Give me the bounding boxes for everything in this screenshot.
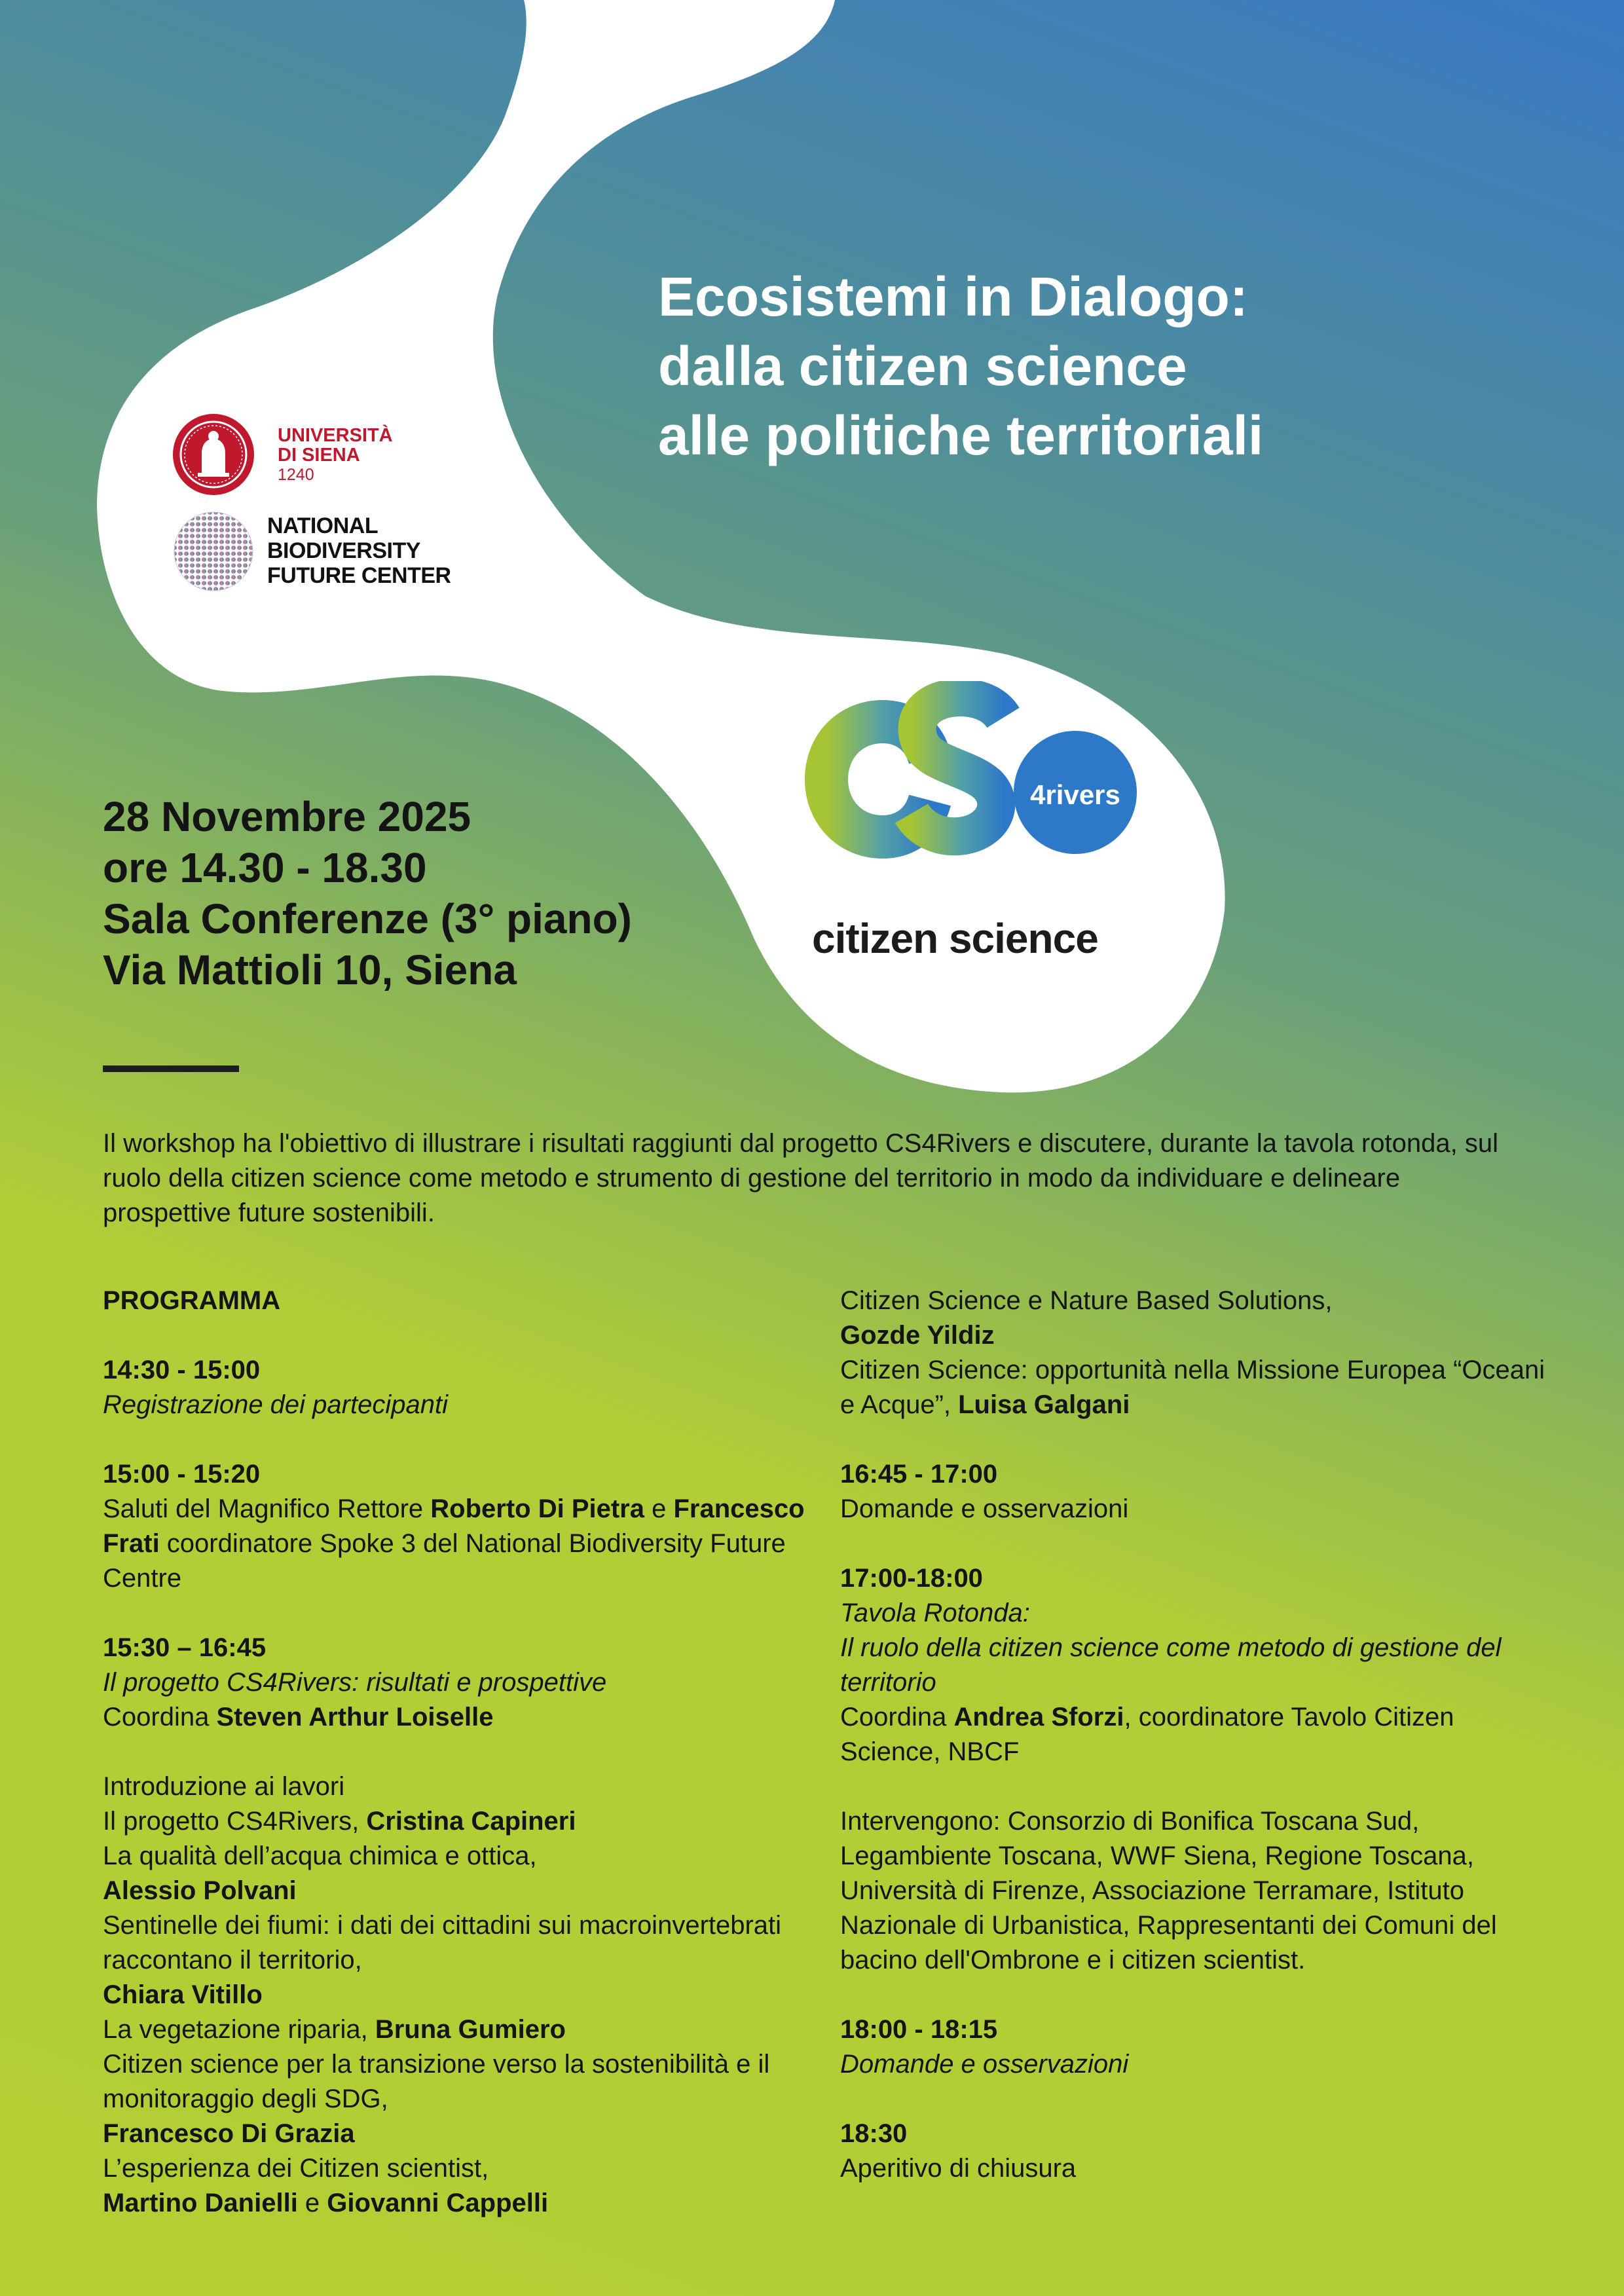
event-date: 28 Novembre 2025	[103, 793, 471, 840]
cs4rivers-badge: 4rivers	[1030, 779, 1120, 810]
speaker-name: Cristina Capineri	[366, 1807, 576, 1836]
round-table-speakers	[840, 1804, 1560, 1978]
nbfc-line-1: NATIONAL	[267, 513, 378, 538]
speaker-name: Alessio Polvani	[103, 1876, 297, 1905]
unisi-line-2: DI SIENA	[278, 445, 360, 466]
unisi-seal-icon	[172, 413, 255, 496]
poster-title	[658, 262, 1509, 470]
session-time: 18:00 - 18:15	[840, 2015, 998, 2044]
divider	[103, 1065, 239, 1072]
talk-text: e	[297, 2189, 327, 2217]
event-time: ore 14.30 - 18.30	[103, 844, 427, 891]
talk-text: Citizen Science: opportunità nella Missione Europea “Oceani e Acque”,	[840, 1356, 1545, 1419]
speaker-name: Chiara Vitillo	[103, 1980, 263, 2009]
nbfc-sphere-icon	[172, 509, 255, 593]
session-text: , coordinatore Tavolo Citizen Science, NBCF	[840, 1703, 1454, 1766]
speaker-name: Giovanni Cappelli	[327, 2189, 549, 2217]
speaker-name: Andrea Sforzi	[953, 1703, 1124, 1731]
speaker-name: Francesco Frati	[103, 1494, 805, 1558]
session-title: Il progetto CS4Rivers: risultati e prospettive	[103, 1668, 607, 1697]
event-room: Sala Conferenze (3° piano)	[103, 895, 632, 942]
unisi-wordmark	[278, 426, 393, 485]
speaker-name: Martino Danielli	[103, 2189, 298, 2217]
session-time: 18:30	[840, 2119, 908, 2148]
talk-text: Sentinelle dei fiumi: i dati dei cittadini sui macroinvertebrati raccontano il territorio,	[103, 1911, 782, 1974]
title-line-3: alle politiche territoriali	[658, 405, 1264, 466]
session-text: Saluti del Magnifico Rettore	[103, 1494, 431, 1523]
unisi-line-1: UNIVERSITÀ	[278, 425, 393, 446]
talk-list-continued	[840, 1284, 1560, 1422]
talk-text: La vegetazione riparia,	[103, 2015, 375, 2044]
session-time: 17:00-18:00	[840, 1564, 983, 1593]
session-text: Aperitivo di chiusura	[840, 2154, 1077, 2183]
session-time: 16:45 - 17:00	[840, 1460, 998, 1489]
session-text: Intervengono: Consorzio di Bonifica Toscana Sud, Legambiente Toscana, WWF Siena, Regione Toscana, Università di Firenze, Associazione Terramare, Istituto Nazionale di Urbanistica, Rappresentanti dei Comuni del bacino dell'Ombrone e i citizen scientist.	[840, 1807, 1497, 1974]
session-closing	[840, 2117, 1560, 2186]
speaker-name: Luisa Galgani	[958, 1390, 1130, 1419]
event-info	[103, 791, 632, 995]
event-address: Via Mattioli 10, Siena	[103, 946, 517, 993]
session-title: Il ruolo della citizen science come metodo di gestione del territorio	[840, 1633, 1502, 1697]
speaker-name: Gozde Yildiz	[840, 1321, 995, 1350]
title-line-2: dalla citizen science	[658, 335, 1187, 397]
cs4rivers-logo-icon	[799, 681, 1153, 864]
cs4rivers-caption: citizen science	[812, 915, 1098, 962]
nbfc-wordmark	[267, 513, 451, 588]
title-line-1: Ecosistemi in Dialogo:	[658, 266, 1248, 327]
session-time: 14:30 - 15:00	[103, 1356, 261, 1384]
session-time: 15:30 – 16:45	[103, 1633, 267, 1662]
session-questions-1	[840, 1457, 1560, 1527]
talk-text: Citizen science per la transizione verso la sostenibilità e il monitoraggio degli SDG,	[103, 2050, 770, 2113]
session-text: Domande e osservazioni	[840, 2050, 1129, 2079]
speaker-name: Steven Arthur Loiselle	[216, 1703, 494, 1731]
program-column-left	[103, 1284, 823, 2221]
session-project	[103, 1631, 823, 1735]
speaker-name: Francesco Di Grazia	[103, 2119, 355, 2148]
speaker-name: Bruna Gumiero	[375, 2015, 566, 2044]
talk-text: Introduzione ai lavori	[103, 1772, 345, 1801]
session-text: Coordina	[103, 1703, 217, 1731]
session-text: Domande e osservazioni	[840, 1494, 1129, 1523]
speaker-name: Roberto Di Pietra	[430, 1494, 644, 1523]
session-round-table	[840, 1561, 1560, 1769]
session-text: Registrazione dei partecipanti	[103, 1390, 448, 1419]
program-heading: PROGRAMMA	[103, 1286, 281, 1315]
session-registration	[103, 1353, 823, 1422]
session-time: 15:00 - 15:20	[103, 1460, 261, 1489]
unisi-year: 1240	[278, 466, 314, 484]
intro-paragraph: Il workshop ha l'obiettivo di illustrare i risultati raggiunti dal progetto CS4Rivers e discutere, durante la tavola rotonda, sul ruolo della citizen science come metodo e strumento di gestione del territorio in modo da individuare e delineare prospettive future sostenibili.	[103, 1129, 1498, 1227]
talk-text: L’esperienza dei Citizen scientist,	[103, 2154, 489, 2183]
program-column-right	[840, 1284, 1560, 2221]
session-text: e	[644, 1494, 674, 1523]
talk-list	[103, 1769, 823, 2221]
session-title: Tavola Rotonda:	[840, 1599, 1030, 1627]
nbfc-line-2: BIODIVERSITY	[267, 538, 420, 563]
talk-text: Il progetto CS4Rivers,	[103, 1807, 367, 1836]
talk-text: La qualità dell’acqua chimica e ottica,	[103, 1842, 537, 1870]
session-text: coordinatore Spoke 3 del National Biodiversity Future Centre	[103, 1529, 786, 1593]
session-greetings	[103, 1457, 823, 1596]
session-questions-2	[840, 2012, 1560, 2082]
session-text: Coordina	[840, 1703, 954, 1731]
talk-text: Citizen Science e Nature Based Solutions,	[840, 1286, 1333, 1315]
nbfc-line-3: FUTURE CENTER	[267, 563, 451, 588]
